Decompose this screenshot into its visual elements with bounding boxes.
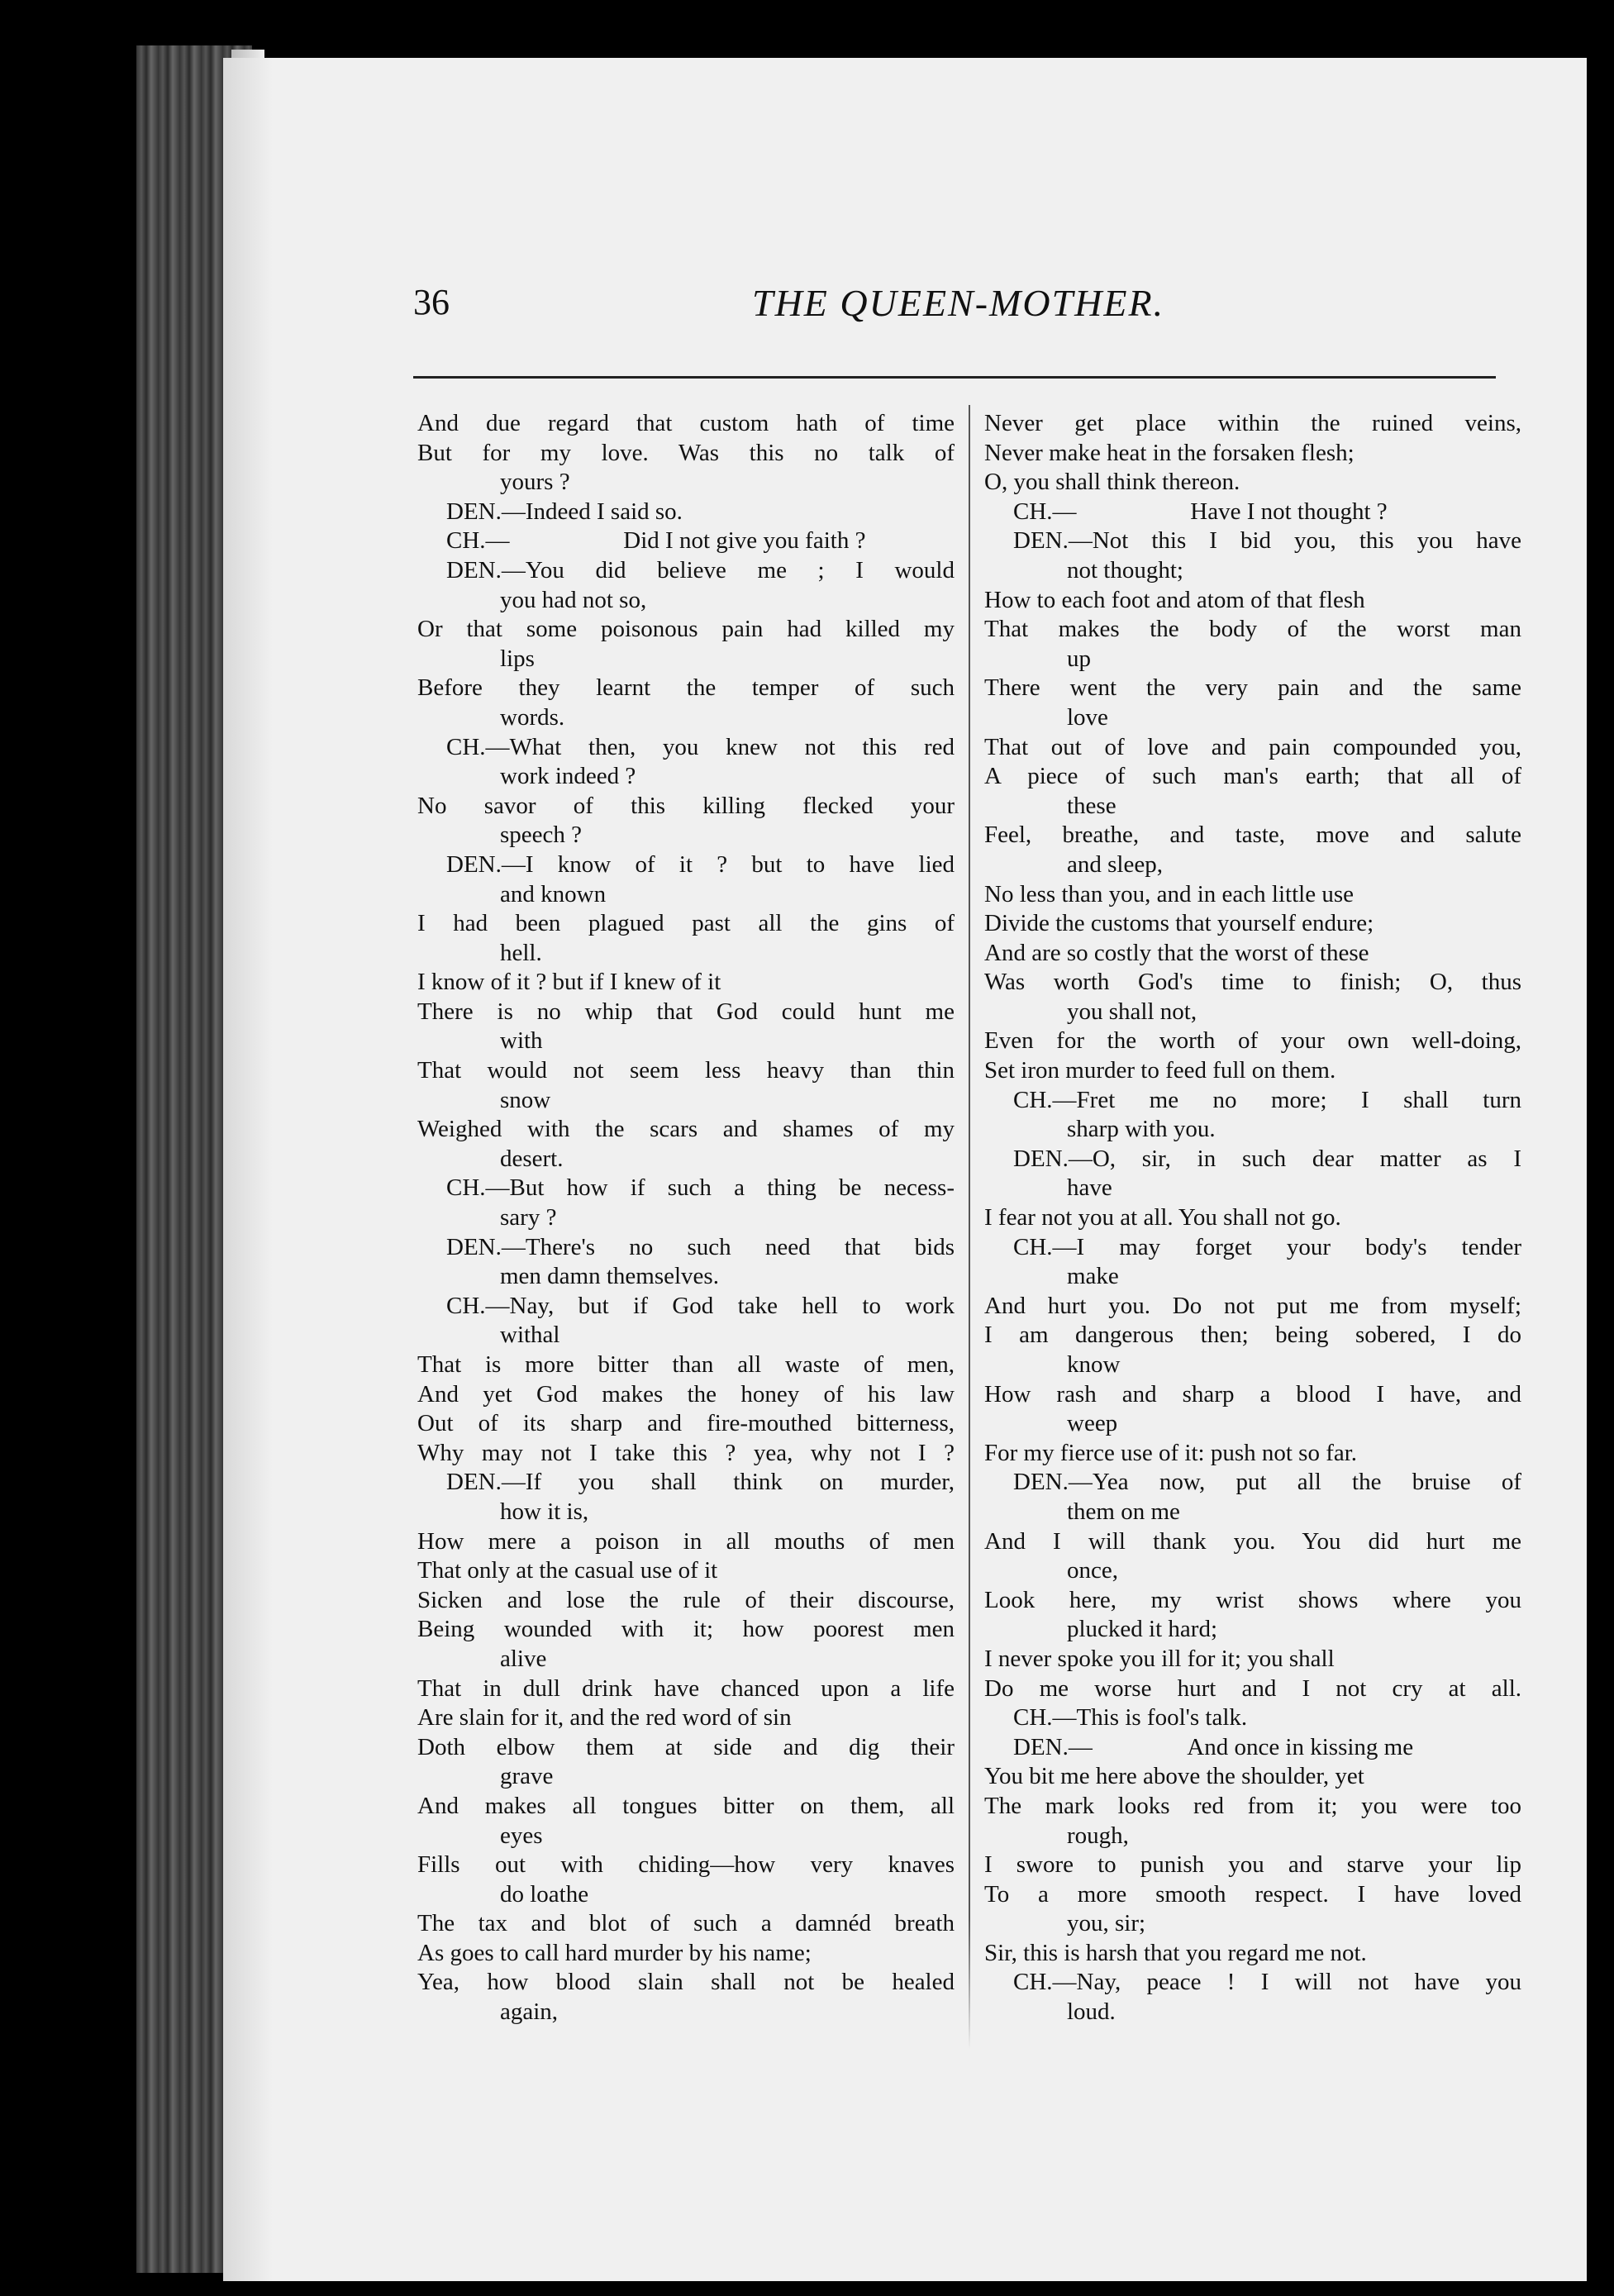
verse-line: these — [1067, 792, 1116, 819]
verse-line: do loathe — [500, 1880, 589, 1908]
verse-line: How mere a poison in all mouths of men — [417, 1527, 955, 1555]
verse-line: I know of it ? but if I knew of it — [417, 969, 721, 996]
verse-line: That out of love and pain compounded you, — [984, 733, 1521, 760]
verse-line: CH.—Nay, peace ! I will not have you — [1013, 1969, 1521, 1996]
verse-line: you had not so, — [500, 586, 647, 613]
verse-line: To a more smooth respect. I have loved — [984, 1880, 1521, 1908]
verse-line: You bit me here above the shoulder, yet — [984, 1763, 1364, 1790]
verse-line: No less than you, and in each little use — [984, 880, 1354, 907]
verse-line: Fills out with chiding—how very knaves — [417, 1851, 955, 1879]
verse-line: There went the very pain and the same — [984, 674, 1521, 702]
verse-line: again, — [500, 1998, 559, 2026]
verse-line: CH.—I may forget your body's tender — [1013, 1233, 1521, 1260]
verse-line: yours ? — [500, 469, 570, 496]
verse-line: DEN.—There's no such need that bids — [446, 1233, 955, 1260]
verse-line: Set iron murder to feed full on them. — [984, 1057, 1336, 1084]
verse-line: And hurt you. Do not put me from myself; — [984, 1292, 1521, 1319]
verse-line: DEN.—You did believe me ; I would — [446, 556, 955, 584]
verse-line: CH.—Nay, but if God take hell to work — [446, 1292, 955, 1319]
verse-line: The tax and blot of such a damnéd breath — [417, 1910, 955, 1937]
verse-line: with — [500, 1027, 543, 1055]
verse-line: Are slain for it, and the red word of sin — [417, 1704, 792, 1732]
verse-line: Even for the worth of your own well-doing, — [984, 1027, 1521, 1055]
verse-line: Being wounded with it; how poorest men — [417, 1616, 955, 1643]
verse-line: A piece of such man's earth; that all of — [984, 763, 1521, 790]
verse-line: And due regard that custom hath of time — [417, 410, 955, 436]
verse-line: plucked it hard; — [1067, 1616, 1218, 1643]
verse-line: DEN.— And once in kissing me — [1013, 1733, 1414, 1760]
verse-line: weep — [1067, 1410, 1118, 1437]
verse-line: I had been plagued past all the gins of — [417, 910, 955, 937]
verse-line: CH.—This is fool's talk. — [1013, 1704, 1248, 1732]
verse-line: DEN.—O, sir, in such dear matter as I — [1013, 1145, 1521, 1172]
verse-line: eyes — [500, 1822, 543, 1849]
verse-line: And yet God makes the honey of his law — [417, 1380, 955, 1408]
verse-line: Out of its sharp and fire-mouthed bitterness, — [417, 1410, 955, 1437]
verse-line: grave — [500, 1763, 554, 1790]
verse-line: not thought; — [1067, 556, 1183, 584]
verse-line: As goes to call hard murder by his name; — [417, 1939, 812, 1966]
verse-line: them on me — [1067, 1498, 1180, 1525]
verse-line: Doth elbow them at side and dig their — [417, 1733, 955, 1760]
verse-line: Or that some poisonous pain had killed my — [417, 616, 955, 643]
left-text-column — [417, 409, 955, 2027]
verse-line: Never get place within the ruined veins, — [984, 410, 1521, 436]
verse-line: DEN.—Not this I bid you, this you have — [1013, 527, 1521, 555]
verse-line: I swore to punish you and starve your lip — [984, 1851, 1521, 1879]
verse-line: loud. — [1067, 1998, 1116, 2026]
verse-line: sary ? — [500, 1204, 557, 1231]
verse-line: you, sir; — [1067, 1910, 1146, 1937]
verse-line: alive — [500, 1645, 547, 1672]
verse-line: The mark looks red from it; you were too — [984, 1792, 1521, 1819]
verse-line: and sleep, — [1067, 850, 1163, 878]
verse-line: Yea, how blood slain shall not be healed — [417, 1969, 955, 1996]
verse-line: Never make heat in the forsaken flesh; — [984, 439, 1355, 466]
verse-line: work indeed ? — [500, 763, 636, 790]
verse-line: Do me worse hurt and I not cry at all. — [984, 1674, 1521, 1702]
book-page — [223, 58, 1587, 2281]
verse-line: That would not seem less heavy than thin — [417, 1057, 955, 1084]
verse-line: how it is, — [500, 1498, 589, 1525]
verse-line: O, you shall think thereon. — [984, 469, 1240, 496]
verse-line: Divide the customs that yourself endure; — [984, 910, 1374, 937]
verse-line: CH.—Fret me no more; I shall turn — [1013, 1086, 1521, 1113]
verse-line: For my fierce use of it: push not so far. — [984, 1439, 1358, 1466]
verse-line: I am dangerous then; being sobered, I do — [984, 1322, 1521, 1349]
verse-line: Feel, breathe, and taste, move and salute — [984, 822, 1521, 849]
verse-line: Was worth God's time to finish; O, thus — [984, 969, 1521, 996]
verse-line: I never spoke you ill for it; you shall — [984, 1645, 1335, 1672]
verse-line: have — [1067, 1174, 1112, 1202]
verse-line: sharp with you. — [1067, 1116, 1216, 1143]
verse-line: Look here, my wrist shows where you — [984, 1586, 1521, 1613]
verse-line: CH.—But how if such a thing be necess- — [446, 1174, 955, 1202]
verse-line: up — [1067, 645, 1091, 672]
verse-line: Why may not I take this ? yea, why not I ? — [417, 1439, 955, 1466]
page-header — [413, 248, 1570, 347]
verse-line: CH.—What then, you knew not this red — [446, 733, 955, 760]
verse-line: DEN.—Indeed I said so. — [446, 498, 683, 525]
verse-line: snow — [500, 1086, 551, 1113]
verse-line: That only at the casual use of it — [417, 1557, 718, 1584]
running-title: THE QUEEN-MOTHER. — [752, 282, 1165, 324]
verse-line: you shall not, — [1067, 998, 1197, 1025]
verse-line: How to each foot and atom of that flesh — [984, 586, 1365, 613]
verse-line: No savor of this killing flecked your — [417, 792, 955, 819]
verse-line: There is no whip that God could hunt me — [417, 998, 955, 1025]
verse-line: hell. — [500, 939, 542, 966]
verse-line: CH.— Did I not give you faith ? — [446, 527, 866, 555]
verse-line: And are so costly that the worst of these — [984, 939, 1369, 966]
verse-line: But for my love. Was this no talk of — [417, 439, 955, 466]
verse-line: desert. — [500, 1145, 564, 1172]
verse-line: I fear not you at all. You shall not go. — [984, 1204, 1341, 1231]
verse-line: and known — [500, 880, 607, 907]
column-divider — [969, 405, 970, 2050]
verse-line: DEN.—Yea now, put all the bruise of — [1013, 1469, 1521, 1496]
verse-line: DEN.—I know of it ? but to have lied — [446, 850, 955, 878]
verse-line: Before they learnt the temper of such — [417, 674, 955, 702]
header-rule — [413, 376, 1496, 379]
verse-line: lips — [500, 645, 535, 672]
verse-line: know — [1067, 1351, 1121, 1378]
verse-line: speech ? — [500, 822, 583, 849]
verse-line: Sicken and lose the rule of their discourse, — [417, 1586, 955, 1613]
verse-line: DEN.—If you shall think on murder, — [446, 1469, 955, 1496]
verse-line: And I will thank you. You did hurt me — [984, 1527, 1521, 1555]
page-number: 36 — [413, 282, 450, 322]
verse-line: Sir, this is harsh that you regard me not. — [984, 1939, 1367, 1966]
verse-line: words. — [500, 703, 565, 731]
verse-line: make — [1067, 1263, 1119, 1290]
verse-line: once, — [1067, 1557, 1118, 1584]
verse-line: That makes the body of the worst man — [984, 616, 1521, 643]
verse-line: And makes all tongues bitter on them, all — [417, 1792, 955, 1819]
verse-line: love — [1067, 703, 1108, 731]
verse-line: CH.— Have I not thought ? — [1013, 498, 1388, 525]
verse-line: men damn themselves. — [500, 1263, 719, 1290]
verse-line: That is more bitter than all waste of men, — [417, 1351, 955, 1378]
verse-line: withal — [500, 1322, 560, 1349]
verse-line: rough, — [1067, 1822, 1129, 1849]
right-text-column — [984, 409, 1521, 2027]
verse-line: Weighed with the scars and shames of my — [417, 1116, 955, 1143]
verse-line: How rash and sharp a blood I have, and — [984, 1380, 1521, 1408]
verse-line: That in dull drink have chanced upon a life — [417, 1674, 955, 1702]
